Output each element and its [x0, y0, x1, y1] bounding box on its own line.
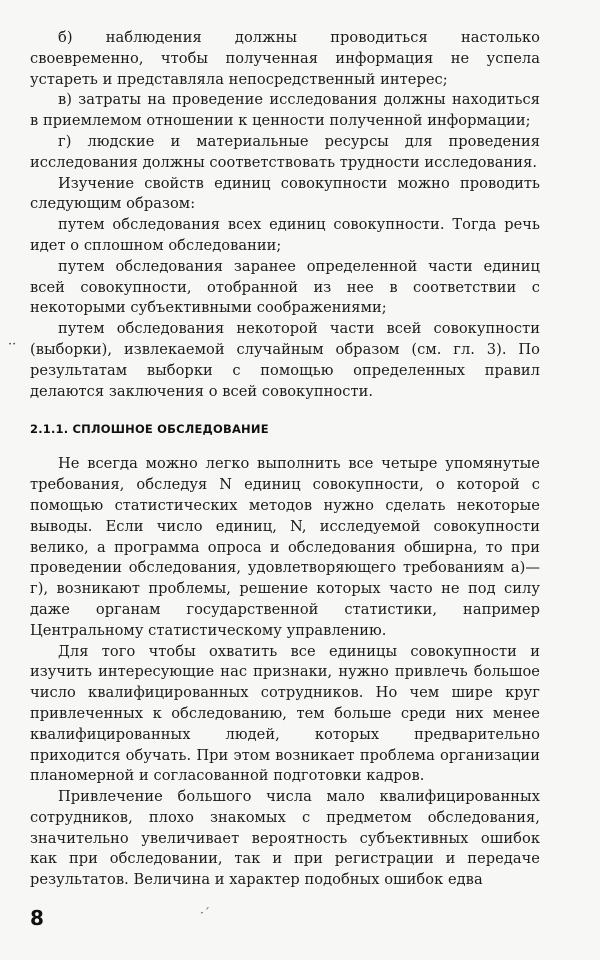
- book-page: [8, 28, 540, 928]
- paragraph-wrapper-sample: [8, 319, 540, 402]
- paragraph-full-survey-difficulty: Не всегда можно легко выполнить все четыре упомянутые требования, обследуя N единиц совокупности, о которой с помощью статистических методов нужно сделать некоторые выводы. Если число единиц, N, исследуемой совокупности велико, а программа опроса и обследования обширна, то при проведении обследования, удовлетворяющего требованиям а)—г), возникают проблемы, решение которых часто не под силу даже органам государственной статистики, например Центральному статистическому управлению.: [30, 455, 540, 639]
- paragraph-method-full-survey: путем обследования всех единиц совокупности. Тогда речь идет о сплошном обследовании;: [30, 216, 540, 254]
- paragraph-requirement-g: г) людские и материальные ресурсы для проведения исследования должны соответствовать трудности исследования.: [30, 132, 540, 171]
- paragraph-requirement-v: в) затраты на проведение исследования должны находиться в приемлемом отношении к ценности полученной информации;: [30, 91, 540, 130]
- paragraph-method-predefined-part: путем обследования заранее определенной части единиц всей совокупности, отобранной из нее в соответствии с некоторыми субъективными соображениями;: [30, 257, 540, 317]
- margin-mark: ··: [8, 337, 17, 353]
- paragraph-subjective-errors: Привлечение большого числа мало квалифицированных сотрудников, плохо знакомых с предметом обследования, значительно увеличивает вероятность субъективных ошибок как при обследовании, так и при регистрации и передаче результатов. Величина и характер подобных ошибок едва: [30, 788, 540, 889]
- scan-speck: ·´: [200, 906, 210, 920]
- paragraph-staff-training: Для того чтобы охватить все единицы совокупности и изучить интересующие нас признаки, нужно привлечь большое число квалифицированных сотрудников. Но чем шире круг привлеченных к обследованию, тем больше среди них менее квалифицированных людей, которых предварительно приходится обучать. При этом возникает проблема организации планомерной и согласованной подготовки кадров.: [30, 642, 540, 785]
- section-heading: 2.1.1. СПЛОШНОЕ ОБСЛЕДОВАНИЕ: [30, 422, 269, 437]
- paragraph-method-random-sample: путем обследования некоторой части всей совокупности (выборки), извлекаемой случайным образом (см. гл. 3). По результатам выборки с помощью определенных правил делаются заключения о всей совокупности.: [30, 320, 540, 400]
- page-number: 8: [30, 906, 44, 930]
- paragraph-requirement-b: б) наблюдения должны проводиться настолько своевременно, чтобы полученная информация не успела устареть и представляла непосредственный интерес;: [30, 29, 540, 88]
- paragraph-study-methods-intro: Изучение свойств единиц совокупности можно проводить следующим образом:: [30, 174, 540, 213]
